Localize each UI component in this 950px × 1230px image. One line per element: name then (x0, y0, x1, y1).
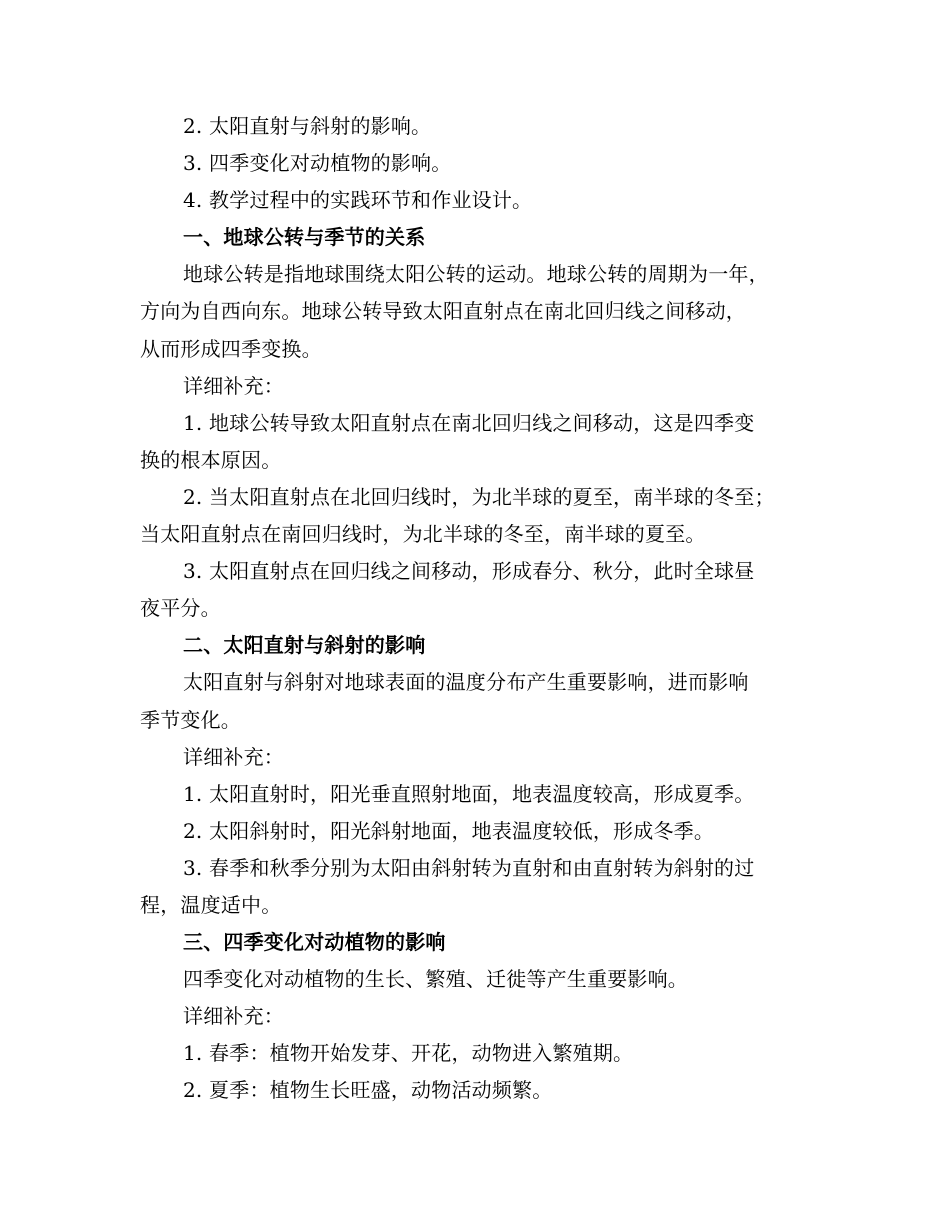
text-line: 2. 太阳斜射时，阳光斜射地面，地表温度较低，形成冬季。 (183, 818, 715, 843)
text-line: 详细补充： (183, 744, 284, 769)
text-line: 程，温度适中。 (140, 892, 282, 917)
text-line: 详细补充： (183, 373, 284, 398)
body-paragraph (140, 961, 812, 998)
section-heading (140, 219, 812, 256)
text-line: 地球公转是指地球围绕太阳公转的运动。地球公转的周期为一年， (183, 262, 769, 287)
section-heading (140, 627, 812, 664)
text-line: 换的根本原因。 (140, 447, 282, 472)
body-paragraph (140, 664, 812, 738)
text-line: 4. 教学过程中的实践环节和作业设计。 (183, 188, 533, 213)
list-item (140, 553, 812, 627)
text-line: 二、太阳直射与斜射的影响 (183, 633, 426, 658)
text-line: 3. 太阳直射点在回归线之间移动，形成春分、秋分，此时全球昼 (183, 559, 755, 584)
list-item (140, 850, 812, 924)
list-item (140, 108, 812, 145)
body-paragraph (140, 256, 812, 367)
text-line: 2. 太阳直射与斜射的影响。 (183, 114, 432, 138)
text-line: 2. 夏季：植物生长旺盛，动物活动频繁。 (183, 1078, 553, 1103)
list-item (140, 145, 812, 182)
list-item (140, 1035, 812, 1072)
text-line: 一、地球公转与季节的关系 (183, 225, 426, 250)
supplement-label (140, 998, 812, 1035)
text-line: 夜平分。 (140, 596, 221, 621)
section-heading (140, 924, 812, 961)
text-line: 太阳直射与斜射对地球表面的温度分布产生重要影响，进而影响 (183, 670, 749, 695)
text-line: 当太阳直射点在南回归线时，为北半球的冬至，南半球的夏至。 (140, 522, 706, 547)
list-item (140, 182, 812, 219)
text-line: 方向为自西向东。地球公转导致太阳直射点在南北回归线之间移动， (140, 299, 746, 324)
document-body (140, 108, 812, 1110)
list-item (140, 1072, 812, 1109)
list-item (140, 479, 812, 553)
text-line: 1. 地球公转导致太阳直射点在南北回归线之间移动，这是四季变 (183, 410, 755, 435)
list-item (140, 776, 812, 813)
supplement-label (140, 739, 812, 776)
text-line: 1. 太阳直射时，阳光垂直照射地面，地表温度较高，形成夏季。 (183, 781, 755, 806)
text-line: 2. 当太阳直射点在北回归线时，为北半球的夏至，南半球的冬至； (183, 484, 775, 509)
text-line: 3. 四季变化对动植物的影响。 (183, 151, 452, 176)
text-line: 三、四季变化对动植物的影响 (183, 930, 446, 955)
list-item (140, 813, 812, 850)
list-item (140, 405, 812, 479)
text-line: 详细补充： (183, 1004, 284, 1029)
text-line: 从而形成四季变换。 (140, 336, 322, 361)
text-line: 1. 春季：植物开始发芽、开花，动物进入繁殖期。 (183, 1041, 634, 1066)
text-line: 季节变化。 (140, 707, 241, 732)
text-line: 3. 春季和秋季分别为太阳由斜射转为直射和由直射转为斜射的过 (183, 855, 755, 880)
text-line: 四季变化对动植物的生长、繁殖、迁徙等产生重要影响。 (183, 967, 688, 992)
supplement-label (140, 368, 812, 405)
